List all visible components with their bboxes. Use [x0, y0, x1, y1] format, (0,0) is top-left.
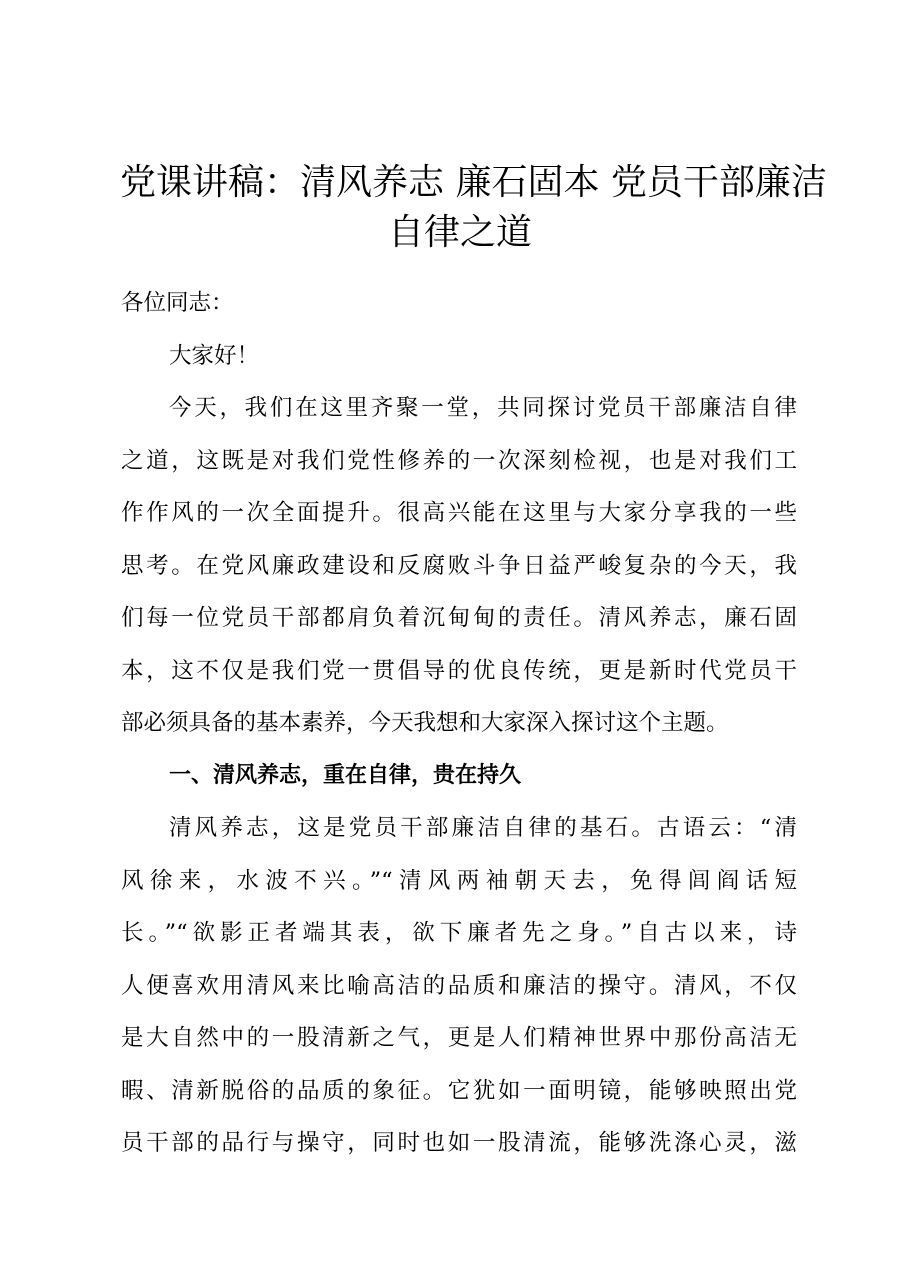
paragraph	[121, 382, 797, 750]
document-body	[121, 277, 797, 1170]
paragraph-line: 风徐来，水波不兴。”“清风两袖朝天去，免得闾阎话短	[121, 867, 797, 894]
paragraph-line: 人便喜欢用清风来比喻高洁的品质和廉洁的操守。清风，不仅	[121, 972, 797, 999]
paragraph-line: 暇、清新脱俗的品质的象征。它犹如一面明镜，能够映照出党	[121, 1077, 797, 1104]
salutation: 各位同志：	[121, 290, 234, 316]
title-line: 党课讲稿：清风养志 廉石固本 党员干部廉洁	[120, 162, 827, 203]
paragraph-line: 作作风的一次全面提升。很高兴能在这里与大家分享我的一些	[121, 500, 797, 526]
document-title	[120, 158, 827, 258]
paragraph-line: 本，这不仅是我们党一贯倡导的优良传统，更是新时代党员干	[121, 657, 797, 684]
paragraph-line: 员干部的品行与操守，同时也如一股清流，能够洗涤心灵，滋	[121, 1130, 797, 1156]
paragraph-line: 部必须具备的基本素养，今天我想和大家深入探讨这个主题。	[121, 710, 729, 736]
paragraph	[121, 802, 797, 1170]
paragraph-line: 清风养志，这是党员干部廉洁自律的基石。古语云：“清	[169, 815, 797, 841]
paragraph-line: 们每一位党员干部都肩负着沉甸甸的责任。清风养志，廉石固	[121, 605, 797, 631]
greeting: 大家好！	[169, 342, 260, 369]
title-line: 自律之道	[387, 212, 532, 253]
section-heading: 一、清风养志，重在自律，贵在持久	[169, 762, 522, 788]
paragraph-line: 思考。在党风廉政建设和反腐败斗争日益严峻复杂的今天，我	[121, 552, 797, 579]
paragraph-line: 是大自然中的一股清新之气，更是人们精神世界中那份高洁无	[121, 1025, 797, 1051]
paragraph-line: 之道，这既是对我们党性修养的一次深刻检视，也是对我们工	[121, 447, 797, 474]
paragraph-line: 今天，我们在这里齐聚一堂，共同探讨党员干部廉洁自律	[169, 395, 797, 421]
paragraph-line: 长。”“欲影正者端其表，欲下廉者先之身。”自古以来，诗	[121, 920, 797, 946]
